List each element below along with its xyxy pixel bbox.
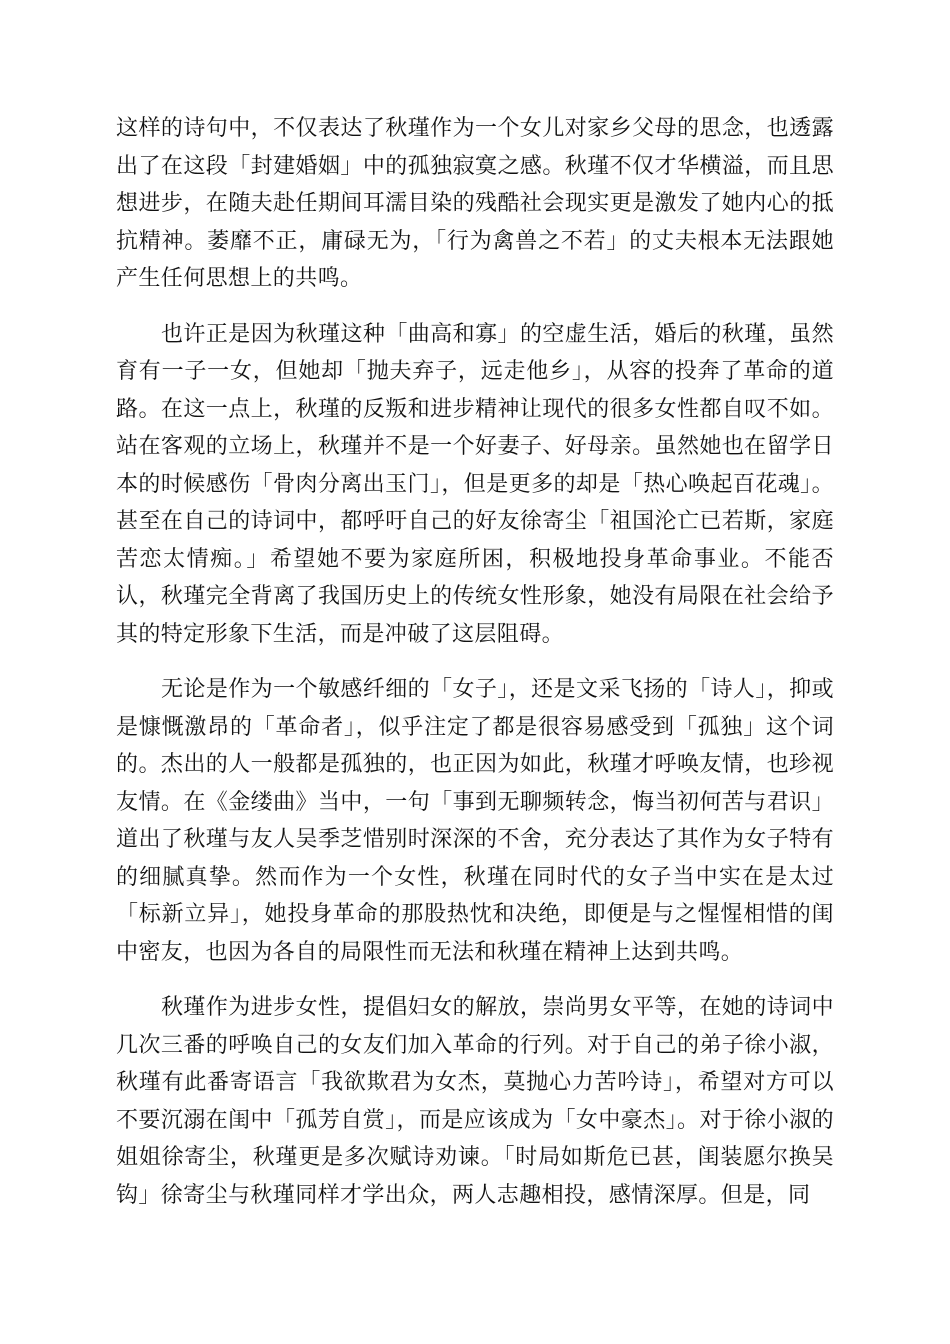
paragraph-3: 无论是作为一个敏感纤细的「女子」，还是文采飞扬的「诗人」，抑或是慷慨激昂的「革命者」，似乎注定了都是很容易感受到「孤独」这个词的。杰出的人一般都是孤独的，也正因为如此，秋瑾才呼唤友情，也珍视友情。在《金缕曲》当中，一句「事到无聊频转念，悔当初何苦与君识」道出了秋瑾与友人吴季芝惜别时深深的不舍，充分表达了其作为女子特有的细腻真挚。然而作为一个女性，秋瑾在同时代的女子当中实在是太过「标新立异」，她投身革命的那股热忱和决绝，即便是与之惺惺相惜的闺中密友，也因为各自的局限性而无法和秋瑾在精神上达到共鸣。 — [116, 677, 834, 965]
document-body — [116, 110, 834, 1232]
paragraph-4: 秋瑾作为进步女性，提倡妇女的解放，崇尚男女平等，在她的诗词中几次三番的呼唤自己的女友们加入革命的行列。对于自己的弟子徐小淑，秋瑾有此番寄语言「我欲欺君为女杰，莫抛心力苦吟诗」，希望对方可以不要沉溺在闺中「孤芳自赏」，而是应该成为「女中豪杰」。对于徐小淑的姐姐徐寄尘，秋瑾更是多次赋诗劝谏。「时局如斯危已甚，闺装愿尔换吴钩」徐寄尘与秋瑾同样才学出众，两人志趣相投，感情深厚。但是，同 — [116, 995, 834, 1208]
paragraph-2: 也许正是因为秋瑾这种「曲高和寡」的空虚生活，婚后的秋瑾，虽然育有一子一女，但她却「抛夫弃子，远走他乡」，从容的投奔了革命的道路。在这一点上，秋瑾的反叛和进步精神让现代的很多女性都自叹不如。站在客观的立场上，秋瑾并不是一个好妻子、好母亲。虽然她也在留学日本的时候感伤「骨肉分离出玉门」，但是更多的却是「热心唤起百花魂」。甚至在自己的诗词中，都呼吁自己的好友徐寄尘「祖国沦亡已若斯，家庭苦恋太情痴。」希望她不要为家庭所困，积极地投身革命事业。不能否认，秋瑾完全背离了我国历史上的传统女性形象，她没有局限在社会给予其的特定形象下生活，而是冲破了这层阻碍。 — [116, 321, 834, 647]
paragraph-1: 这样的诗句中，不仅表达了秋瑾作为一个女儿对家乡父母的思念，也透露出了在这段「封建婚姻」中的孤独寂寞之感。秋瑾不仅才华横溢，而且思想进步，在随夫赴任期间耳濡目染的残酷社会现实更是激发了她内心的抵抗精神。萎靡不正，庸碌无为，「行为禽兽之不若」的丈夫根本无法跟她产生任何思想上的共鸣。 — [116, 116, 834, 291]
